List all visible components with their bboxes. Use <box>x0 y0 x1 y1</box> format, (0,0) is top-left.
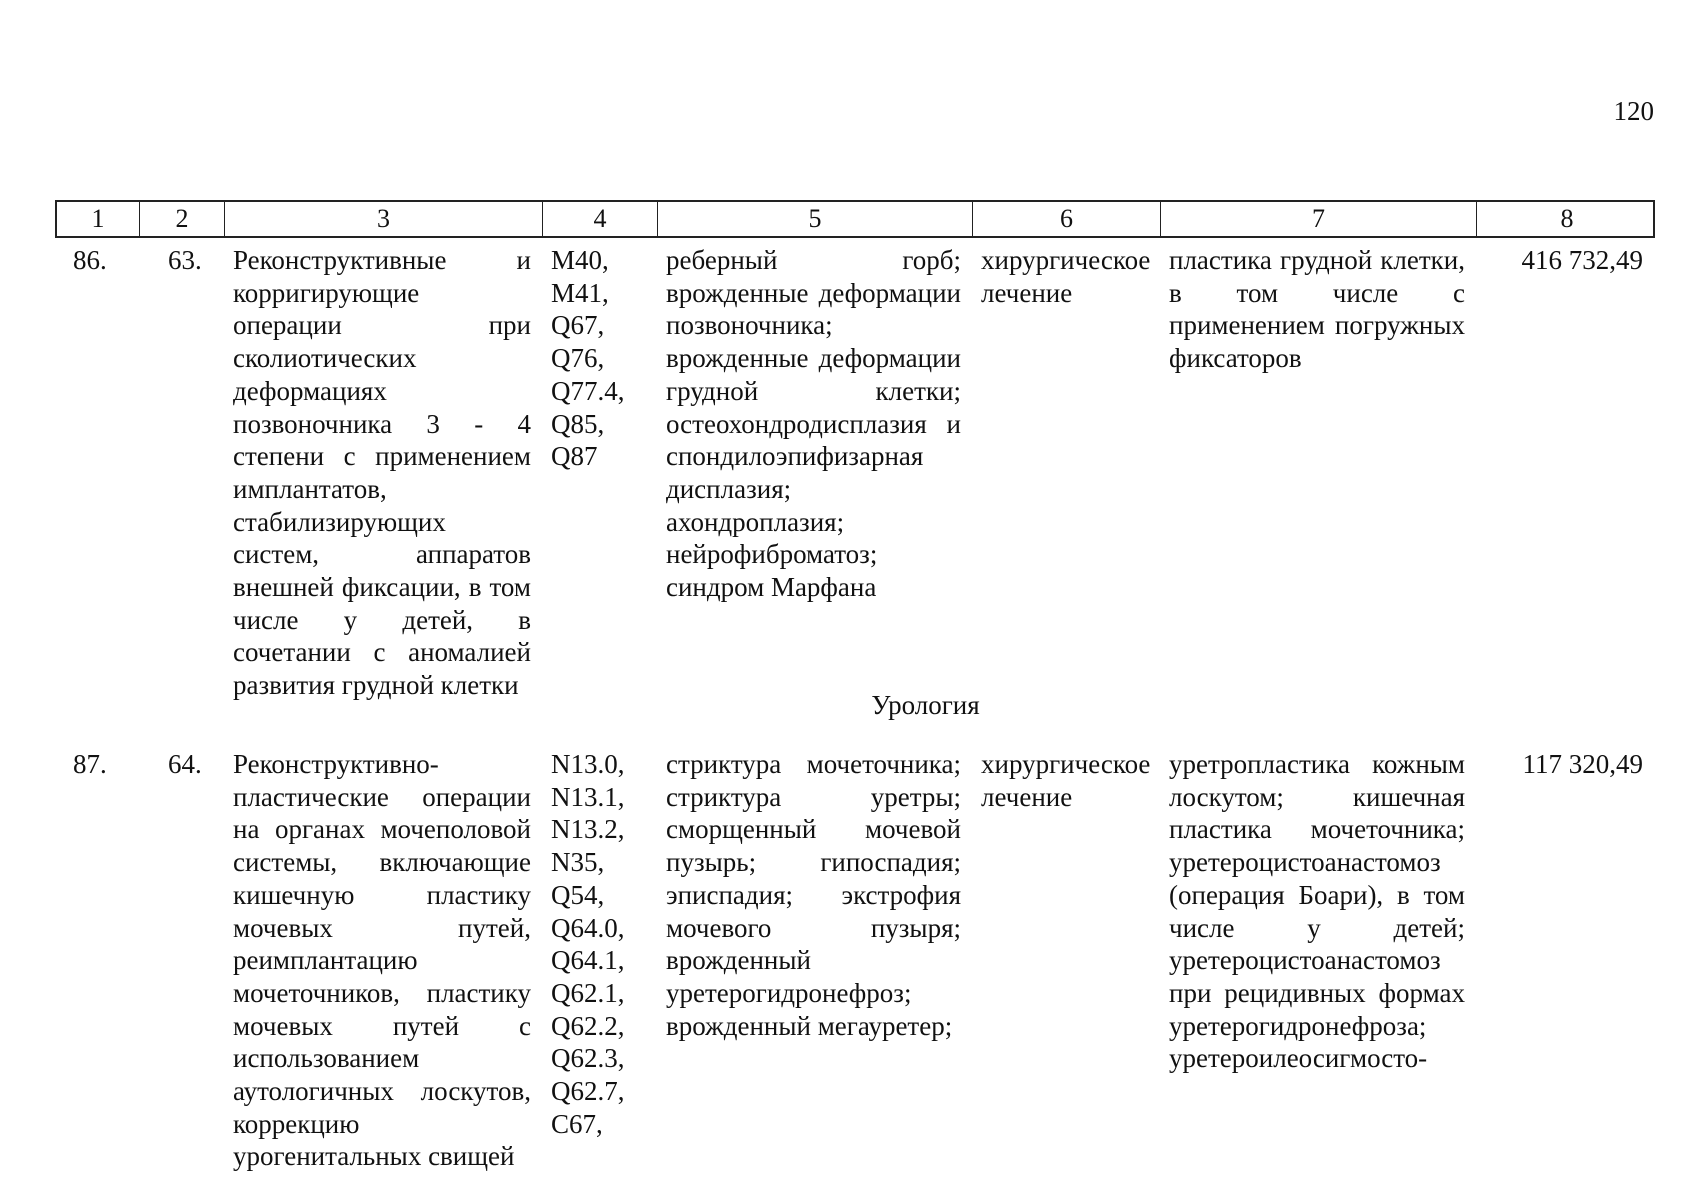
table-row <box>55 748 1655 1173</box>
care-type-name: Реконструктивно-пластические операции на органах мочеполовой системы, включающие кишечную пластику мочевых путей, реимплантацию мочеточников, пластику мочевых путей с использованием аутологичных лоскутов, коррекцию урогенитальных свищей <box>233 749 531 1172</box>
table-header-row <box>55 200 1655 238</box>
icd-code: Q85, <box>551 408 605 439</box>
table-row <box>55 244 1655 702</box>
icd-code: N13.0, <box>551 749 625 779</box>
icd-code: Q62.2, <box>551 1010 625 1041</box>
care-type-name: Реконструктивные и корригирующие операции при сколиотических деформациях позвоночника 3 - 4 степени с применением имплантатов, стабилизирующих систем, аппаратов внешней фиксации, в том числе у детей, в сочетании с аномалией развития грудной клетки <box>233 245 531 701</box>
icd-codes <box>541 244 656 702</box>
icd-code: N35, <box>551 847 605 878</box>
cost-value: 416 732,49 <box>1521 245 1643 275</box>
group-number: 63. <box>168 245 202 275</box>
icd-code: Q62.3, <box>551 1043 625 1074</box>
icd-code: Q62.1, <box>551 977 625 1008</box>
patient-model: стриктура мочеточника; стриктура уретры; сморщенный мочевой пузырь; гипоспадия; эписпадия; экстрофия мочевого пузыря; врожденный уретерогидронефроз; врожденный мегауретер; <box>666 749 961 1041</box>
row-number: 87. <box>73 749 107 779</box>
treatment-method: пластика грудной клетки, в том числе с применением погружных фиксаторов <box>1169 245 1465 374</box>
icd-code: Q77.4, <box>551 375 625 406</box>
column-header: 4 <box>543 202 658 236</box>
icd-code: Q54, <box>551 879 605 910</box>
icd-code: Q64.1, <box>551 945 625 976</box>
column-header: 8 <box>1560 204 1574 233</box>
icd-code: Q87 <box>551 441 598 472</box>
icd-code: C67, <box>551 1108 603 1139</box>
patient-model: реберный горб; врожденные деформации позвоночника; врожденные деформации грудной клетки; остеохондродисплазия и спондилоэпифизарная дисплазия; ахондроплазия; нейрофиброматоз; синдром Марфана <box>666 245 961 603</box>
cost-value: 117 320,49 <box>1522 749 1643 779</box>
treatment-type: хирургическое лечение <box>981 245 1151 308</box>
column-header: 2 <box>140 202 225 236</box>
icd-code: Q62.7, <box>551 1076 625 1107</box>
group-number: 64. <box>168 749 202 779</box>
icd-code: N13.1, <box>551 781 625 812</box>
icd-codes <box>541 748 656 1173</box>
icd-code: Q64.0, <box>551 912 625 943</box>
page-number: 120 <box>1613 96 1654 126</box>
icd-code: Q67, <box>551 310 605 341</box>
column-header: 7 <box>1161 202 1477 236</box>
icd-code: N13.2, <box>551 814 625 845</box>
column-header: 1 <box>57 202 140 236</box>
treatment-method: уретропластика кожным лоскутом; кишечная пластика мочеточника; уретероцистоанастомоз (операция Боари), в том числе у детей; уретероцистоанастомоз при рецидивных формах уретерогидронефроза; уретероилеосигмосто- <box>1169 749 1465 1074</box>
icd-code: M40, <box>551 245 609 275</box>
column-header: 6 <box>973 202 1161 236</box>
row-number: 86. <box>73 245 107 275</box>
column-header: 5 <box>658 202 973 236</box>
icd-code: M41, <box>551 277 609 308</box>
section-title: Урология <box>871 690 980 720</box>
treatment-type: хирургическое лечение <box>981 749 1151 812</box>
column-header: 3 <box>225 202 543 236</box>
icd-code: Q76, <box>551 343 605 374</box>
